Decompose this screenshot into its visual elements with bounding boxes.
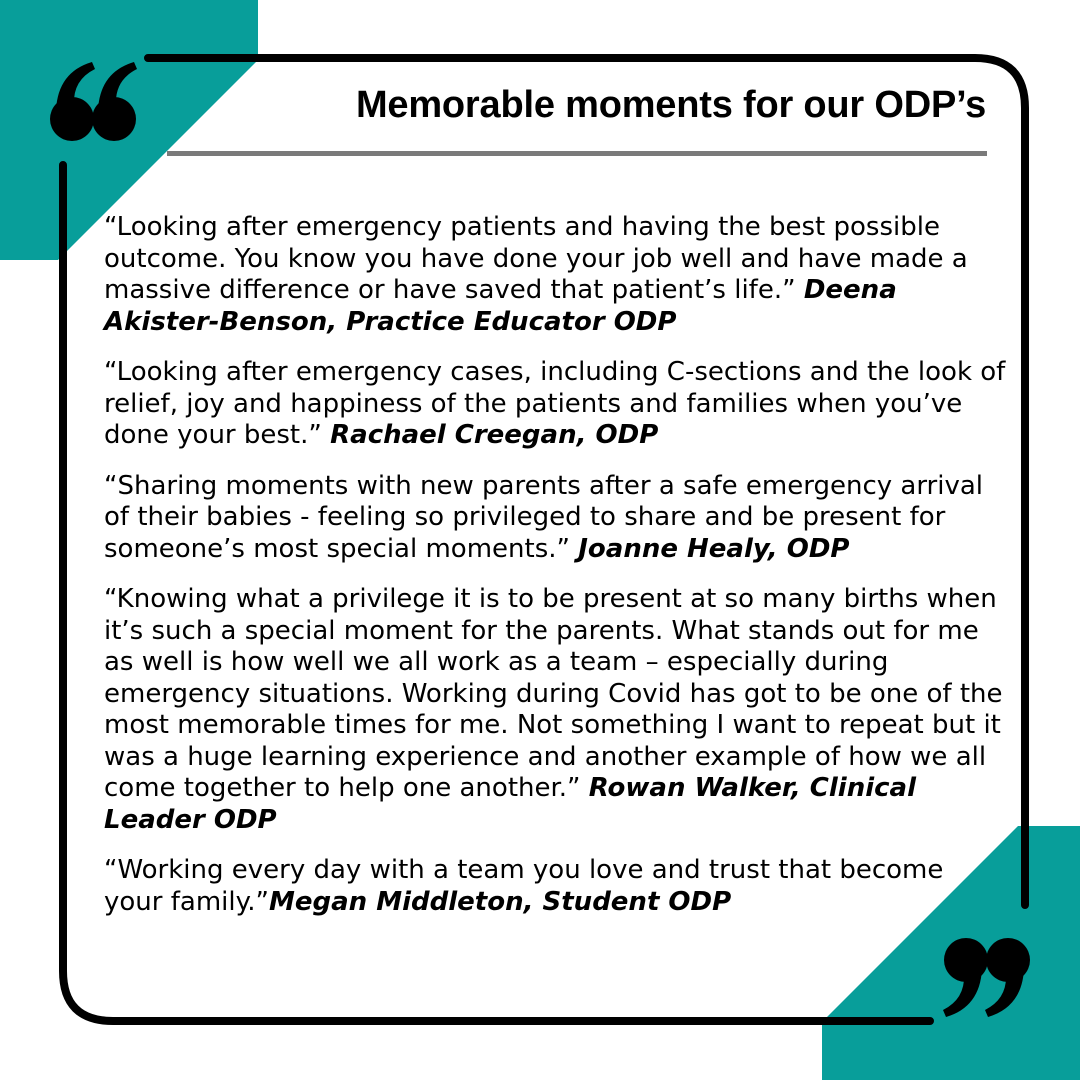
quote-item [104,357,1010,452]
quote-item [104,212,1010,338]
quote-item [104,855,1010,918]
quote-author: Rowan Walker, Clinical Leader ODP [104,773,917,835]
quote-author: Deena Akister-Benson, Practice Educator ODP [104,275,897,337]
quote-author: Rachael Creegan, ODP [330,420,659,450]
quote-text: “Sharing moments with new parents after a safe emergency arrival of their babies - feeling so privileged to share and be present for someone’s most special moments.” [104,470,984,564]
quote-text: “Looking after emergency patients and having the best possible outcome. You know you have done your job well and have made a massive difference or have saved that patient’s life.” [104,212,968,305]
quote-author: Megan Middleton, Student ODP [269,886,732,917]
quote-list [104,212,1010,937]
quote-text: “Working every day with a team you love and trust that become your family.” [104,855,944,917]
quote-text: “Looking after emergency cases, including C-sections and the look of relief, joy and happiness of the patients and families when you’ve done your best.” [104,357,1006,450]
page-title: Memorable moments for our ODP’s [355,84,986,126]
title-divider [167,151,987,156]
quote-item [104,471,1010,566]
quote-text: “Knowing what a privilege it is to be present at so many births when it’s such a special moment for the parents. What stands out for me as well is how well we all work as a team – especially during emergency situations. Working during Covid has got to be one of the most memorable times for me. Not something I want to repeat but it was a huge learning experience and another example of how we all come together to help one another.” [104,584,1003,803]
quote-author: Joanne Healy, ODP [578,533,850,564]
quote-item [104,584,1010,836]
